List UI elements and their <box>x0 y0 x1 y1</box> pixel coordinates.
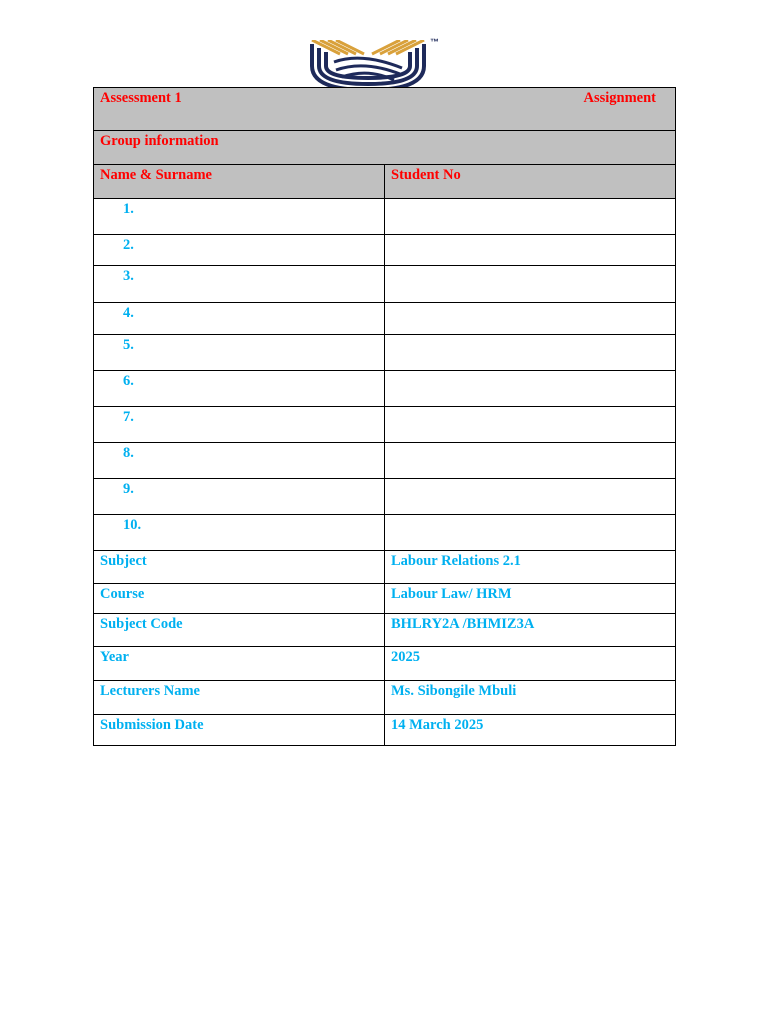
member-row <box>94 199 676 235</box>
member-number: 8. <box>94 443 385 479</box>
subject-code-value: BHLRY2A /BHMIZ3A <box>385 614 676 647</box>
member-row <box>94 235 676 266</box>
member-number: 5. <box>94 335 385 371</box>
member-number: 1. <box>94 199 385 235</box>
student-no-field[interactable] <box>385 303 676 335</box>
member-row <box>94 407 676 443</box>
lecturers-name-label: Lecturers Name <box>94 681 385 715</box>
name-surname-header: Name & Surname <box>94 165 385 199</box>
subject-code-label: Subject Code <box>94 614 385 647</box>
member-row <box>94 266 676 303</box>
member-row <box>94 515 676 551</box>
lecturer-row <box>94 681 676 715</box>
trademark-symbol: ™ <box>430 37 439 47</box>
assignment-label: Assignment <box>583 90 656 106</box>
student-no-header: Student No <box>385 165 676 199</box>
student-no-field[interactable] <box>385 199 676 235</box>
student-no-field[interactable] <box>385 371 676 407</box>
year-row <box>94 647 676 681</box>
student-no-field[interactable] <box>385 235 676 266</box>
group-info-row <box>94 131 676 165</box>
lecturers-name-value: Ms. Sibongile Mbuli <box>385 681 676 715</box>
year-value: 2025 <box>385 647 676 681</box>
subject-row <box>94 551 676 584</box>
column-header-row <box>94 165 676 199</box>
submission-date-row <box>94 715 676 746</box>
assessment-cell <box>94 88 676 131</box>
member-number: 6. <box>94 371 385 407</box>
subject-value: Labour Relations 2.1 <box>385 551 676 584</box>
student-no-field[interactable] <box>385 479 676 515</box>
course-value: Labour Law/ HRM <box>385 584 676 614</box>
member-number: 10. <box>94 515 385 551</box>
member-number: 7. <box>94 407 385 443</box>
member-row <box>94 303 676 335</box>
student-no-field[interactable] <box>385 443 676 479</box>
university-logo <box>252 37 484 88</box>
member-number: 2. <box>94 235 385 266</box>
student-no-field[interactable] <box>385 335 676 371</box>
member-number: 9. <box>94 479 385 515</box>
member-row <box>94 479 676 515</box>
group-information-table <box>93 87 676 746</box>
subject-label: Subject <box>94 551 385 584</box>
member-number: 4. <box>94 303 385 335</box>
member-row <box>94 335 676 371</box>
course-row <box>94 584 676 614</box>
member-row <box>94 443 676 479</box>
year-label: Year <box>94 647 385 681</box>
member-number: 3. <box>94 266 385 303</box>
course-label: Course <box>94 584 385 614</box>
subject-code-row <box>94 614 676 647</box>
assessment-header-row <box>94 88 676 131</box>
student-no-field[interactable] <box>385 407 676 443</box>
member-row <box>94 371 676 407</box>
submission-date-value: 14 March 2025 <box>385 715 676 746</box>
submission-date-label: Submission Date <box>94 715 385 746</box>
assessment-label: Assessment 1 <box>100 90 182 106</box>
group-info-label: Group information <box>94 131 676 165</box>
student-no-field[interactable] <box>385 515 676 551</box>
student-no-field[interactable] <box>385 266 676 303</box>
